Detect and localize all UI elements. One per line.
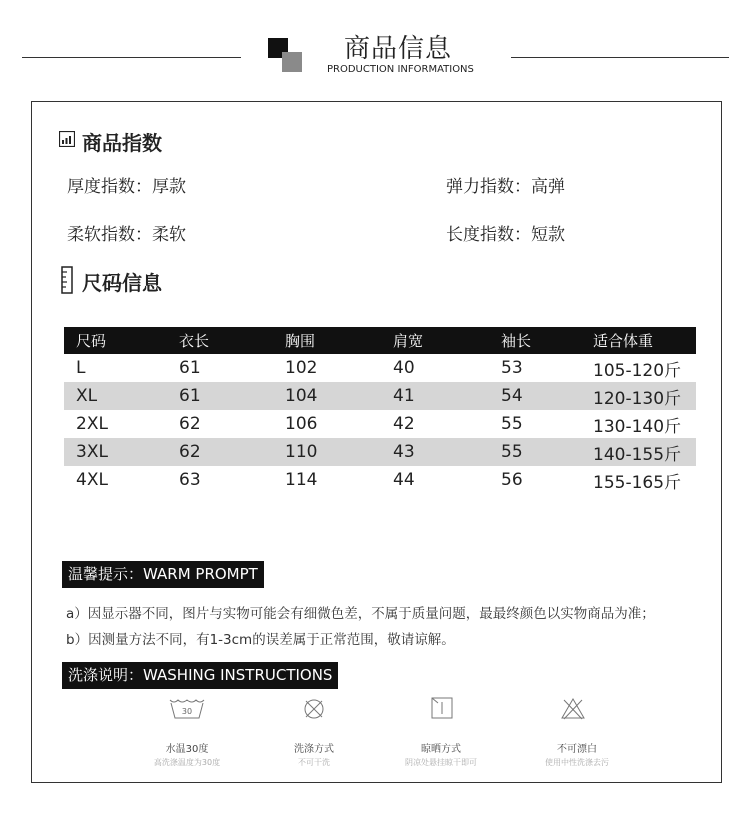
wash-label-bleach: 不可漂白	[557, 744, 597, 755]
cell: 2XL	[76, 414, 108, 434]
cell: 105-120斤	[593, 360, 682, 381]
header-logo	[268, 38, 304, 72]
header-size: 尺码	[64, 327, 179, 354]
header-weight: 适合体重	[593, 327, 696, 354]
wash-temp-badge: 30	[181, 707, 193, 716]
size-table	[64, 327, 696, 494]
wash-sub-bleach: 使用中性洗涤去污	[545, 758, 609, 767]
size-table-header	[64, 327, 696, 354]
length-index: 长度指数：短款	[446, 225, 565, 245]
page-subtitle: PRODUCTION INFORMATIONS	[327, 64, 474, 75]
elasticity-index: 弹力指数：高弹	[446, 177, 565, 197]
table-row	[64, 410, 696, 438]
cell: 53	[501, 358, 523, 378]
cell: 54	[501, 382, 593, 410]
cell: 40	[393, 358, 415, 378]
cell: 130-140斤	[593, 416, 682, 437]
cell: 44	[393, 470, 415, 490]
ruler-icon	[61, 266, 73, 294]
wash-sub-temp: 高洗涤温度为30度	[153, 758, 221, 767]
thickness-index: 厚度指数：厚款	[67, 177, 186, 197]
table-row	[64, 466, 696, 494]
header-sleeve: 袖长	[501, 327, 593, 354]
wash-sub-method: 不可干洗	[298, 758, 330, 767]
table-row	[64, 438, 696, 466]
table-row	[64, 354, 696, 382]
cell: 56	[501, 470, 523, 490]
bar-chart-icon	[59, 131, 75, 147]
cell: 43	[393, 438, 501, 466]
cell: XL	[64, 382, 179, 410]
wash-label-dry: 晾晒方式	[421, 744, 461, 755]
header-shoulder: 肩宽	[393, 327, 501, 354]
wash-label-method: 洗涤方式	[294, 744, 334, 755]
cell: 106	[285, 414, 318, 434]
cell: 55	[501, 414, 523, 434]
warm-prompt-note-b: b）因测量方法不同，有1-3cm的误差属于正常范围，敬请谅解。	[66, 632, 455, 648]
cell: 4XL	[76, 470, 108, 490]
cell: 120-130斤	[593, 382, 696, 410]
page-title: 商品信息	[344, 34, 453, 64]
cell: 3XL	[64, 438, 179, 466]
header-right-line	[511, 57, 729, 58]
cell: 102	[285, 358, 318, 378]
size-section-title: 尺码信息	[82, 271, 162, 295]
index-section-title: 商品指数	[82, 131, 162, 155]
cell: 42	[393, 414, 415, 434]
no-bleach-icon	[560, 697, 586, 721]
washing-title: 洗涤说明：WASHING INSTRUCTIONS	[62, 662, 338, 689]
cell: 55	[501, 438, 593, 466]
cell: 61	[179, 382, 285, 410]
warm-prompt-title: 温馨提示：WARM PROMPT	[62, 561, 264, 588]
wash-label-temp: 水温30度	[165, 744, 209, 755]
wash-sub-dry: 阴凉处悬挂晾干即可	[405, 758, 477, 767]
no-dry-clean-icon	[302, 697, 326, 721]
cell: 140-155斤	[593, 438, 696, 466]
table-row	[64, 382, 696, 410]
wash-30-icon	[168, 697, 206, 721]
header-chest: 胸围	[285, 327, 393, 354]
cell: 62	[179, 438, 285, 466]
cell: 110	[285, 438, 393, 466]
cell: 114	[285, 470, 318, 490]
hang-dry-icon	[430, 696, 454, 720]
cell: 61	[179, 358, 201, 378]
header-left-line	[22, 57, 241, 58]
cell: 63	[179, 470, 201, 490]
softness-index: 柔软指数：柔软	[67, 225, 186, 245]
cell: 62	[179, 414, 201, 434]
warm-prompt-note-a: a）因显示器不同，图片与实物可能会有细微色差，不属于质量问题，最最终颜色以实物商品为准；	[66, 606, 655, 622]
cell: 41	[393, 382, 501, 410]
cell: L	[76, 358, 86, 378]
header-length: 衣长	[179, 327, 285, 354]
cell: 104	[285, 382, 393, 410]
cell: 155-165斤	[593, 472, 682, 493]
